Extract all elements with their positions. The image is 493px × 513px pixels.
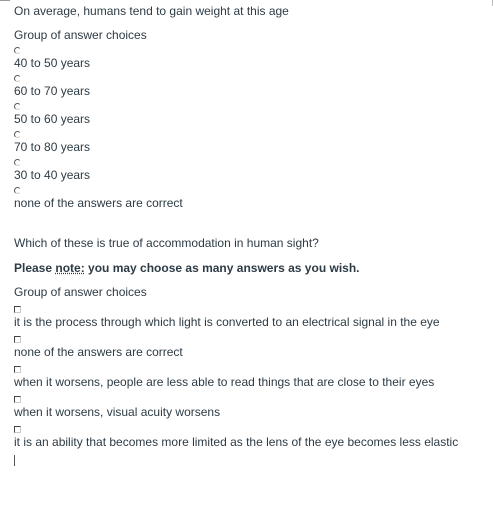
answer-label[interactable]: when it worsens, people are less able to read things that are close to their eyes <box>14 375 435 389</box>
checkbox[interactable] <box>14 306 21 313</box>
radio-button[interactable] <box>14 47 21 54</box>
answer-option[interactable] <box>14 396 484 420</box>
radio-button[interactable] <box>14 103 21 110</box>
question-2-group-label: Group of answer choices <box>14 285 147 299</box>
note-word: note: <box>55 261 85 275</box>
answer-option[interactable] <box>14 426 484 450</box>
answer-option[interactable] <box>14 47 484 71</box>
checkbox[interactable] <box>14 366 21 373</box>
question-1 <box>14 3 484 211</box>
answer-option[interactable] <box>14 75 484 99</box>
answer-label[interactable]: when it worsens, visual acuity worsens <box>14 405 221 419</box>
answer-option[interactable] <box>14 159 484 183</box>
answer-option[interactable] <box>14 366 484 390</box>
answer-option[interactable] <box>14 103 484 127</box>
answer-label[interactable]: none of the answers are correct <box>14 345 183 359</box>
answer-label[interactable]: 70 to 80 years <box>14 140 91 154</box>
radio-button[interactable] <box>14 131 21 138</box>
checkbox[interactable] <box>14 426 21 433</box>
answer-option[interactable] <box>14 336 484 360</box>
answer-label[interactable]: it is an ability that becomes more limited as the lens of the eye becomes less elastic <box>14 435 459 449</box>
multi-select-note <box>14 260 484 276</box>
question-2-text: Which of these is true of accommodation in human sight? <box>14 236 319 250</box>
answer-label[interactable]: it is the process through which light is converted to an electrical signal in the eye <box>14 315 440 329</box>
answer-label[interactable]: 40 to 50 years <box>14 56 91 70</box>
question-2 <box>14 235 484 466</box>
quiz-content <box>14 3 484 466</box>
frame-edge <box>0 0 10 1</box>
text-cursor <box>14 455 15 466</box>
answer-label[interactable]: 60 to 70 years <box>14 84 91 98</box>
answer-label[interactable]: 30 to 40 years <box>14 168 91 182</box>
radio-button[interactable] <box>14 75 21 82</box>
answer-option[interactable] <box>14 131 484 155</box>
answer-option[interactable] <box>14 306 484 330</box>
note-suffix: you may choose as many answers as you wish. <box>84 261 360 275</box>
checkbox[interactable] <box>14 336 21 343</box>
question-1-text: On average, humans tend to gain weight at this age <box>14 4 289 18</box>
note-prefix: Please <box>14 261 56 275</box>
answer-label[interactable]: none of the answers are correct <box>14 196 183 210</box>
radio-button[interactable] <box>14 159 21 166</box>
radio-button[interactable] <box>14 187 21 194</box>
checkbox[interactable] <box>14 396 21 403</box>
question-1-group-label: Group of answer choices <box>14 28 147 42</box>
answer-label[interactable]: 50 to 60 years <box>14 112 91 126</box>
answer-option[interactable] <box>14 187 484 211</box>
